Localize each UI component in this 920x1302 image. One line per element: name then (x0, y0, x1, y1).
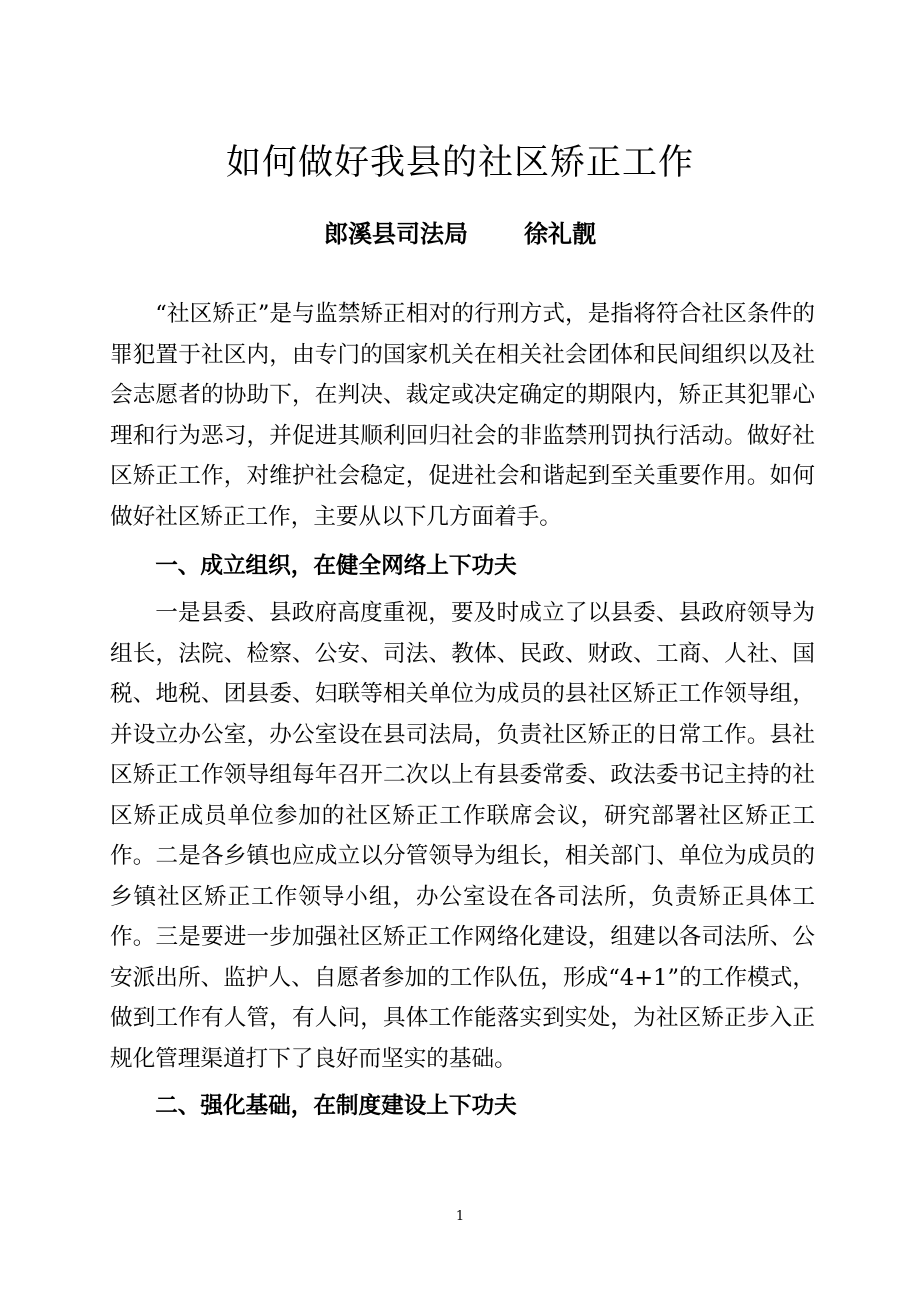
section-1-heading: 一、成立组织，在健全网络上下功夫 (155, 553, 517, 579)
document-body (110, 294, 815, 1133)
intro-paragraph: “社区矫正”是与监禁矫正相对的行刑方式，是指将符合社区条件的罪犯置于社区内，由专门的国家机关在相关社会团体和民间组织以及社会志愿者的协助下，在判决、裁定或决定确定的期限内，矫正其犯罪心理和行为恶习，并促进其顺利回归社会的非监禁刑罚执行活动。做好社区矫正工作，对维护社会稳定，促进社会和谐起到至关重要作用。如何做好社区矫正工作，主要从以下几方面着手。 (110, 301, 815, 530)
byline (0, 216, 920, 252)
page-number: 1 (455, 1209, 465, 1224)
section-2-heading: 二、强化基础，在制度建设上下功夫 (155, 1093, 517, 1119)
author-name: 徐礼靓 (524, 220, 596, 248)
author-organization: 郎溪县司法局 (324, 220, 468, 248)
section-1-paragraph: 一是县委、县政府高度重视，要及时成立了以县委、县政府领导为组长，法院、检察、公安、司法、教体、民政、财政、工商、人社、国税、地税、团县委、妇联等相关单位为成员的县社区矫正工作领导组，并设立办公室，办公室设在县司法局，负责社区矫正的日常工作。县社区矫正工作领导组每年召开二次以上有县委常委、政法委书记主持的社区矫正成员单位参加的社区矫正工作联席会议，研究部署社区矫正工作。二是各乡镇也应成立以分管领导为组长，相关部门、单位为成员的乡镇社区矫正工作领导小组，办公室设在各司法所，负责矫正具体工作。三是要进一步加强社区矫正工作网络化建设，组建以各司法所、公安派出所、监护人、自愿者参加的工作队伍，形成“4+1”的工作模式，做到工作有人管，有人问，具体工作能落实到实处，为社区矫正步入正规化管理渠道打下了良好而坚实的基础。 (110, 600, 815, 1072)
document-title: 如何做好我县的社区矫正工作 (225, 143, 694, 183)
